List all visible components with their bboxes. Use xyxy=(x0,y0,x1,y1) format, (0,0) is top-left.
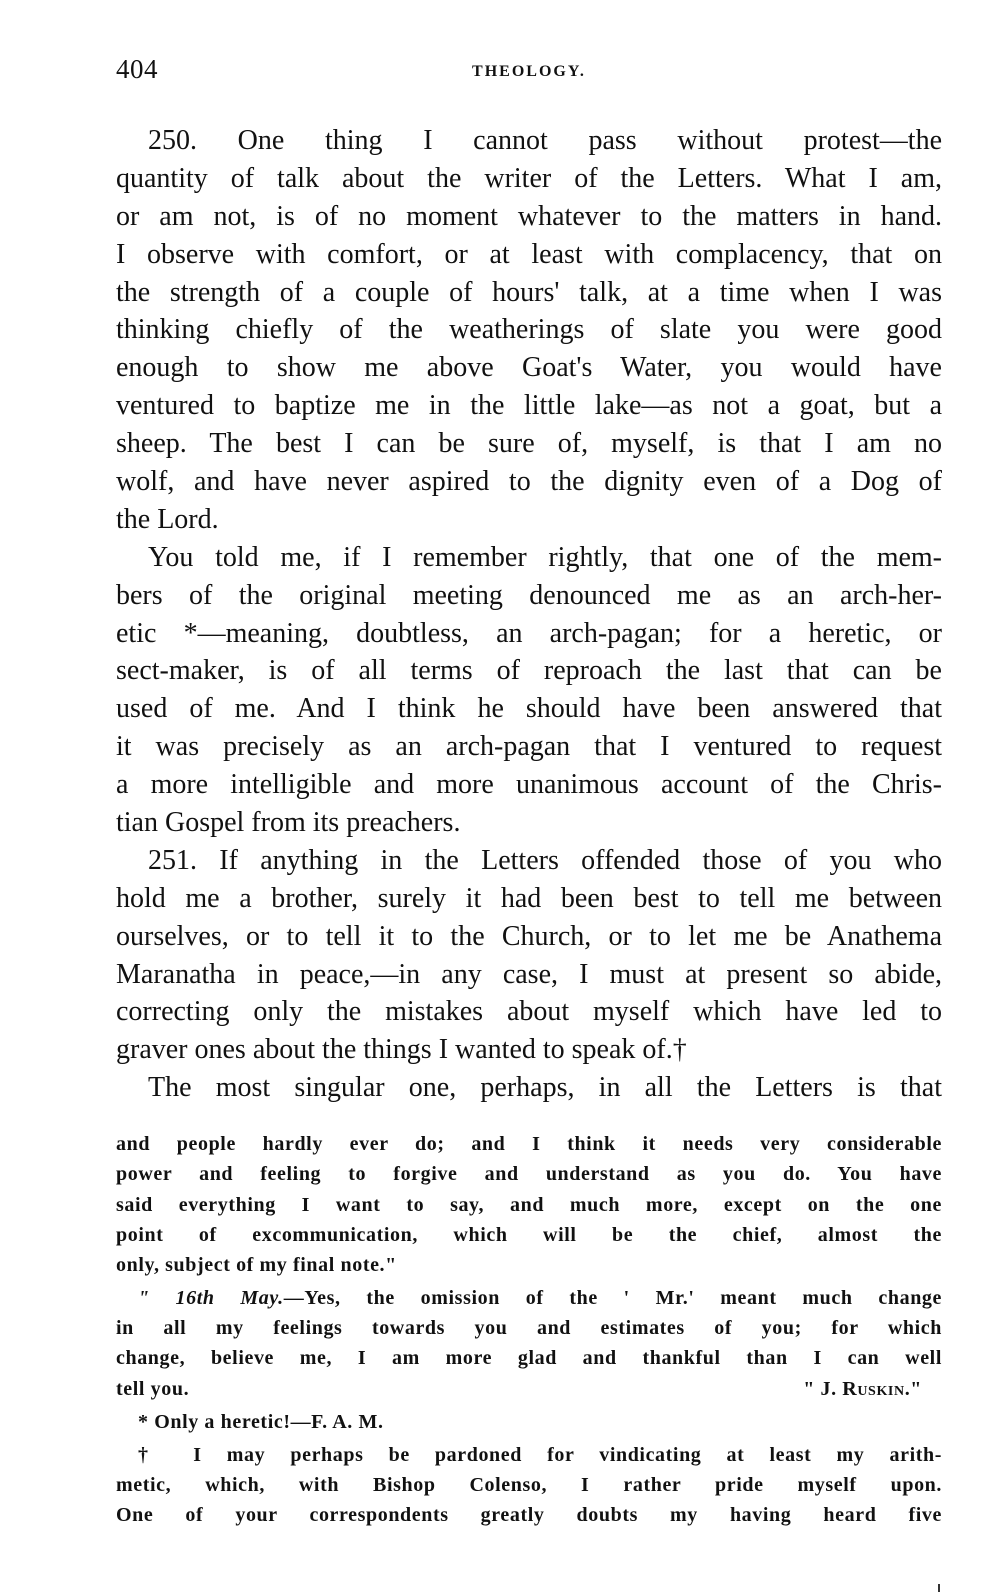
text-line: enough to show me above Goat's Water, you would have xyxy=(116,352,942,384)
footnotes xyxy=(116,1129,942,1530)
footnote-line: metic, which, with Bishop Colenso, I rather pride myself upon. xyxy=(116,1474,942,1497)
text-line: hold me a brother, surely it had been best to tell me between xyxy=(116,882,942,914)
text-line: sheep. The best I can be sure of, myself, is that I am no xyxy=(116,428,942,460)
scan-mark xyxy=(938,1584,940,1592)
letter-text: —Yes, the omission of the ' Mr.' meant much change xyxy=(283,1287,942,1310)
footnote-line: point of excommunication, which will be the chief, almost the xyxy=(116,1223,942,1246)
text-line: the Lord. xyxy=(116,503,219,535)
footnote-line: only, subject of my final note." xyxy=(116,1253,397,1276)
text-line: Maranatha in peace,—in any case, I must at present so abide, xyxy=(116,958,942,990)
main-text xyxy=(116,122,942,1107)
text-line: 250. One thing I cannot pass without protest—the xyxy=(148,125,942,156)
text-line: ourselves, or to tell it to the Church, or to let me be Anathema xyxy=(116,920,942,952)
text-line: a more intelligible and more unanimous account of the Chris- xyxy=(116,769,942,801)
text-line: graver ones about the things I wanted to speak of.† xyxy=(116,1034,687,1066)
text-line: bers of the original meeting denounced me as an arch-her- xyxy=(116,579,942,611)
footnote-line: said everything I want to say, and much more, except on the one xyxy=(116,1193,942,1216)
text-line: tian Gospel from its preachers. xyxy=(116,807,461,839)
text-line: thinking chiefly of the weatherings of slate you were good xyxy=(116,314,942,346)
text-line: correcting only the mistakes about myself which have led to xyxy=(116,996,942,1028)
text-line: ventured to baptize me in the little lake—as not a goat, but a xyxy=(116,390,942,422)
text-line: used of me. And I think he should have been answered that xyxy=(116,693,942,725)
page-header xyxy=(116,50,942,98)
letter-closing: tell you. xyxy=(116,1377,190,1400)
running-head: THEOLOGY. xyxy=(472,63,586,80)
signature-line xyxy=(116,1374,942,1404)
text-line: I observe with comfort, or at least with complacency, that on xyxy=(116,238,942,270)
text-line: the strength of a couple of hours' talk, at a time when I was xyxy=(116,276,942,308)
text-line: it was precisely as an arch-pagan that I ventured to request xyxy=(116,731,942,763)
text-line: or am not, is of no moment whatever to the matters in hand. xyxy=(116,200,942,232)
footnote-line: change, believe me, I am more glad and thankful than I can well xyxy=(116,1347,942,1370)
text-line: wolf, and have never aspired to the dignity even of a Dog of xyxy=(116,466,942,498)
text-line: sect-maker, is of all terms of reproach the last that can be xyxy=(116,655,942,687)
signature: " J. Ruskin." xyxy=(803,1377,922,1400)
text-line: 251. If anything in the Letters offended those of you who xyxy=(148,844,942,876)
footnote-line: in all my feelings towards you and estimates of you; for which xyxy=(116,1317,942,1340)
text-line: etic *—meaning, doubtless, an arch-pagan; for a heretic, or xyxy=(116,617,942,649)
footnote-line: One of your correspondents greatly doubts my having heard five xyxy=(116,1504,942,1527)
book-page xyxy=(116,50,942,1531)
text-line: The most singular one, perhaps, in all the Letters is that xyxy=(148,1072,942,1104)
footnote-dagger: † I may perhaps be pardoned for vindicating at least my arith- xyxy=(138,1444,942,1467)
letter-date: " 16th May. xyxy=(138,1287,284,1310)
text-line: You told me, if I remember rightly, that one of the mem- xyxy=(148,541,942,573)
letter-first-line xyxy=(116,1283,942,1313)
footnote-line: and people hardly ever do; and I think it needs very considerable xyxy=(116,1133,942,1156)
page-number: 404 xyxy=(116,54,158,84)
footnote-line: power and feeling to forgive and understand as you do. You have xyxy=(116,1163,942,1186)
text-line: quantity of talk about the writer of the Letters. What I am, xyxy=(116,162,942,194)
footnote-star: * Only a heretic!—F. A. M. xyxy=(138,1410,384,1433)
